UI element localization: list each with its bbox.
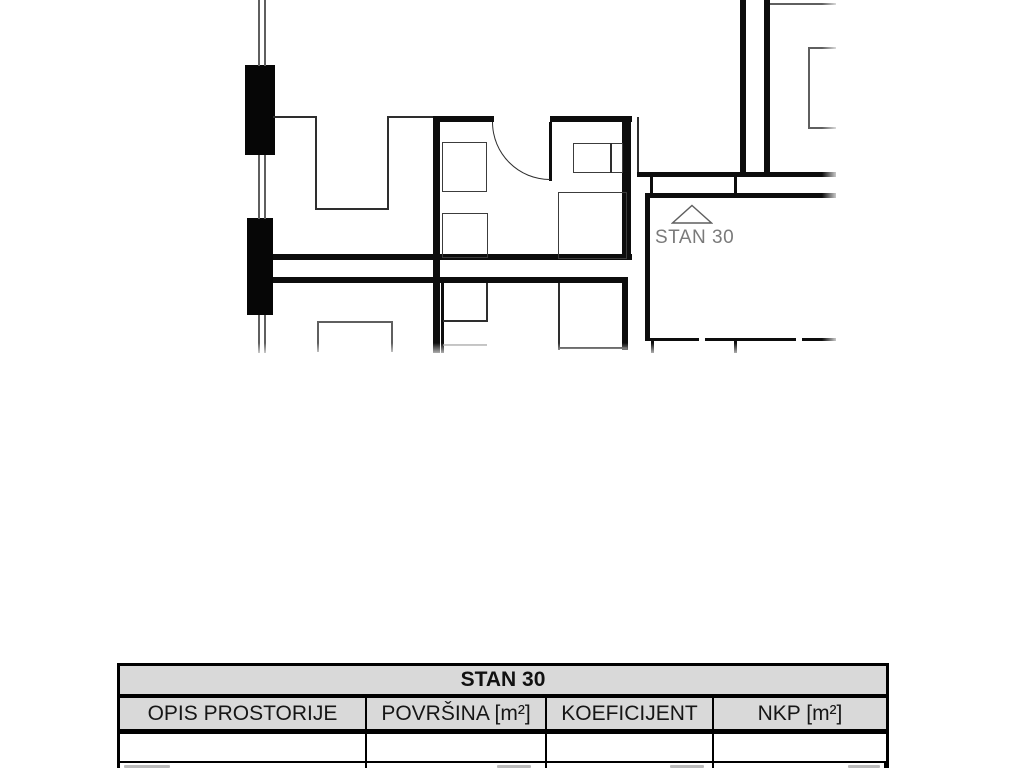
plan-segment bbox=[645, 193, 836, 198]
column-header-povrsina: POVRŠINA [m²] bbox=[367, 698, 547, 729]
plan-segment bbox=[645, 193, 650, 341]
plan-segment bbox=[387, 116, 433, 118]
plan-segment bbox=[705, 338, 796, 341]
table-header-row bbox=[120, 698, 886, 734]
plan-segment bbox=[558, 283, 560, 350]
plan-segment bbox=[433, 116, 440, 260]
plan-segment bbox=[245, 65, 275, 155]
plan-segment bbox=[764, 0, 770, 174]
plan-segment bbox=[637, 117, 639, 172]
plan-segment bbox=[442, 213, 488, 258]
table-cell bbox=[120, 734, 367, 761]
area-table bbox=[117, 663, 889, 768]
triangle-marker-icon bbox=[671, 204, 713, 225]
plan-segment bbox=[622, 283, 628, 350]
plan-segment bbox=[264, 0, 266, 66]
plan-cut-fade-bottom bbox=[228, 343, 853, 360]
plan-segment bbox=[433, 260, 440, 353]
table-empty-row bbox=[120, 734, 886, 763]
plan-segment bbox=[264, 155, 266, 219]
plan-segment bbox=[258, 155, 260, 219]
table-title: STAN 30 bbox=[460, 668, 546, 691]
plan-segment bbox=[387, 116, 389, 210]
plan-segment bbox=[433, 116, 494, 122]
plan-segment bbox=[315, 116, 317, 210]
plan-segment bbox=[317, 321, 393, 323]
plan-segment bbox=[443, 320, 488, 322]
plan-segment bbox=[808, 47, 810, 129]
column-header-opis-prostorije: OPIS PROSTORIJE bbox=[120, 698, 367, 729]
floor-plan bbox=[0, 0, 1024, 380]
plan-segment bbox=[550, 116, 632, 122]
plan-cut-fade-right bbox=[822, 0, 842, 362]
apartment-label: STAN 30 bbox=[655, 227, 735, 248]
plan-segment bbox=[647, 338, 699, 341]
plan-segment bbox=[486, 283, 488, 322]
plan-segment bbox=[650, 177, 653, 193]
plan-segment bbox=[610, 143, 612, 173]
plan-segment bbox=[315, 208, 389, 210]
plan-segment bbox=[258, 0, 260, 66]
column-header-koeficijent: KOEFICIJENT bbox=[547, 698, 714, 729]
plan-segment bbox=[573, 143, 623, 173]
plan-segment bbox=[558, 192, 627, 259]
column-header-nkp: NKP [m²] bbox=[757, 701, 843, 725]
plan-segment bbox=[740, 0, 746, 174]
table-cell bbox=[367, 734, 547, 761]
plan-segment bbox=[273, 116, 317, 118]
table-cell bbox=[714, 734, 886, 761]
plan-segment bbox=[442, 142, 487, 192]
plan-canvas bbox=[0, 0, 1024, 380]
plan-segment bbox=[273, 277, 628, 283]
plan-segment bbox=[734, 177, 737, 193]
table-partial-row bbox=[120, 763, 886, 768]
table-title-row bbox=[120, 666, 886, 698]
plan-segment bbox=[247, 218, 273, 315]
table-cell bbox=[547, 734, 714, 761]
